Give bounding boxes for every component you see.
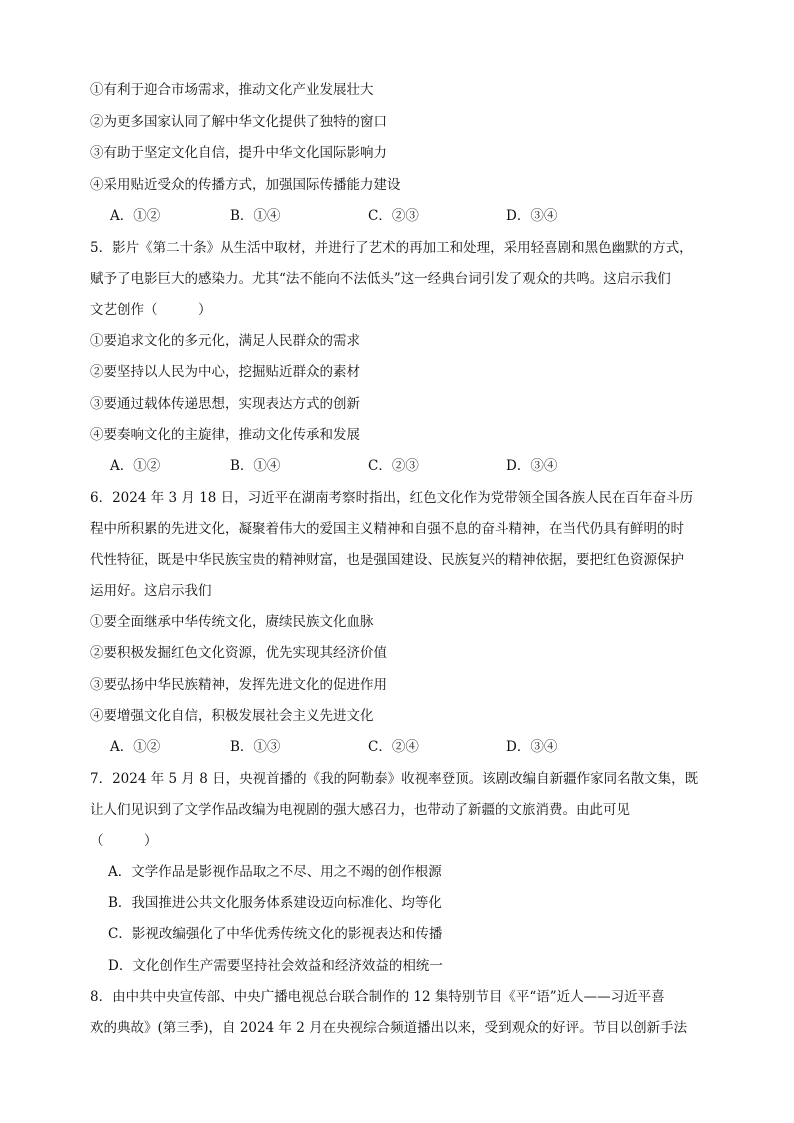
q4-option-b: B．①④ [230, 208, 281, 224]
q6-option-a: A．①② [110, 739, 161, 755]
q7-stem-line-3: （ ） [90, 833, 158, 849]
q6-item-4: ④要增强文化自信，积极发展社会主义先进文化 [90, 708, 374, 724]
q4-item-3: ③有助于坚定文化自信，提升中华文化国际影响力 [90, 145, 387, 161]
q5-stem-line-2: 赋予了电影巨大的感染力。尤其“法不能向不法低头”这一经典台词引发了观众的共鸣。这启示我们 [90, 271, 671, 287]
q5-item-4: ④要奏响文化的主旋律，推动文化传承和发展 [90, 427, 360, 443]
q6-option-c: C．②④ [368, 739, 419, 755]
q5-option-d: D．③④ [506, 458, 558, 474]
q5-stem-line-3: 文艺创作（ ） [90, 302, 212, 318]
q4-option-d: D．③④ [506, 208, 558, 224]
q5-item-3: ③要通过载体传递思想，实现表达方式的创新 [90, 396, 360, 412]
q6-stem-line-3: 代性特征，既是中华民族宝贵的精神财富，也是强国建设、民族复兴的精神依据，要把红色资源保护 [90, 552, 684, 568]
q4-item-2: ②为更多国家认同了解中华文化提供了独特的窗口 [90, 114, 387, 130]
q7-option-c: C．影视改编强化了中华优秀传统文化的影视表达和传播 [108, 926, 443, 942]
q5-item-1: ①要追求文化的多元化，满足人民群众的需求 [90, 333, 360, 349]
q7-stem-line-2: 让人们见识到了文学作品改编为电视剧的强大感召力，也带动了新疆的文旅消费。由此可见 [90, 802, 630, 818]
q5-option-b: B．①④ [230, 458, 281, 474]
q6-item-2: ②要积极发掘红色文化资源，优先实现其经济价值 [90, 645, 387, 661]
q7-option-b: B．我国推进公共文化服务体系建设迈向标准化、均等化 [108, 895, 442, 911]
q6-stem-line-2: 程中所积累的先进文化，凝聚着伟大的爱国主义精神和自强不息的奋斗精神，在当代仍具有鲜明的时 [90, 521, 684, 537]
q6-stem-line-4: 运用好。这启示我们 [90, 583, 212, 599]
q5-option-a: A．①② [110, 458, 161, 474]
q4-option-c: C．②③ [368, 208, 419, 224]
q5-item-2: ②要坚持以人民为中心，挖掘贴近群众的素材 [90, 364, 360, 380]
q4-option-a: A．①② [110, 208, 161, 224]
q6-stem-line-1: 6．2024 年 3 月 18 日，习近平在湖南考察时指出，红色文化作为党带领全国各族人民在百年奋斗历 [90, 490, 694, 506]
q4-item-1: ①有利于迎合市场需求，推动文化产业发展壮大 [90, 82, 374, 98]
q6-item-3: ③要弘扬中华民族精神，发挥先进文化的促进作用 [90, 677, 387, 693]
q4-item-4: ④采用贴近受众的传播方式，加强国际传播能力建设 [90, 177, 401, 193]
q6-options [110, 737, 670, 757]
q5-stem-line-1: 5．影片《第二十条》从生活中取材，并进行了艺术的再加工和处理，采用轻喜剧和黑色幽默的方式， [90, 240, 693, 256]
q8-stem-line-1: 8．由中共中央宣传部、中央广播电视总台联合制作的 12 集特别节目《平“语”近人——习近平喜 [90, 989, 665, 1005]
q4-options [110, 206, 670, 226]
q7-stem-line-1: 7．2024 年 5 月 8 日，央视首播的《我的阿勒泰》收视率登顶。该剧改编自新疆作家同名散文集，既 [90, 771, 699, 787]
q5-options [110, 456, 670, 476]
q7-option-d: D．文化创作生产需要坚持社会效益和经济效益的相统一 [108, 958, 443, 974]
q5-option-c: C．②③ [368, 458, 419, 474]
q7-option-a: A．文学作品是影视作品取之不尽、用之不竭的创作根源 [108, 864, 442, 880]
q6-option-b: B．①③ [230, 739, 281, 755]
q6-item-1: ①要全面继承中华传统文化，赓续民族文化血脉 [90, 614, 374, 630]
q8-stem-line-2: 欢的典故》(第三季)，自 2024 年 2 月在央视综合频道播出以来，受到观众的好评。节目以创新手法 [90, 1020, 688, 1036]
q6-option-d: D．③④ [506, 739, 558, 755]
